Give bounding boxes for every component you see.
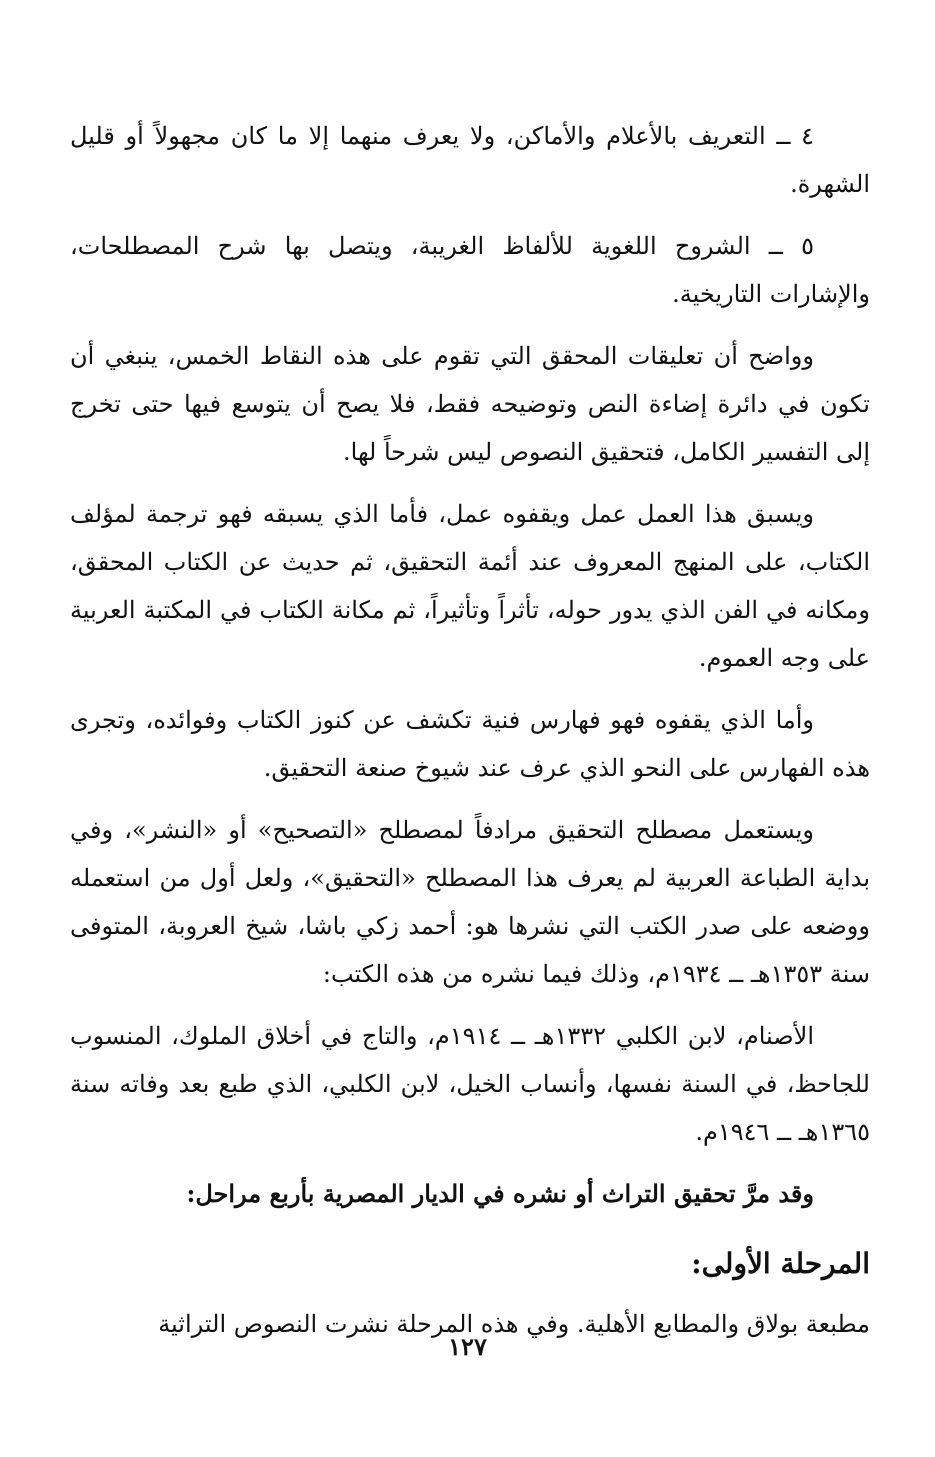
page-body [70,112,870,1362]
paragraph-preceding-work: ويسبق هذا العمل عمل ويقفوه عمل، فأما الذي يسبقه فهو ترجمة لمؤلف الكتاب، على المنهج المعروف عند أئمة التحقيق، ثم حديث عن الكتاب المحقق، ومكانه في الفن الذي يدور حوله، تأثراً وتأثيراً، ثم مكانة الكتاب في المكتبة العربية على وجه العموم. [70,500,870,672]
stages-intro: وقد مرَّ تحقيق التراث أو نشره في الديار المصرية بأربع مراحل: [186,1179,814,1208]
paragraph-item-4: ٤ ــ التعريف بالأعلام والأماكن، ولا يعرف منهما إلا ما كان مجهولاً أو قليل الشهرة. [70,122,870,198]
paragraph-first-stage: مطبعة بولاق والمطابع الأهلية. وفي هذه المرحلة نشرت النصوص التراثية [158,1310,870,1338]
paragraph-item-5: ٥ ــ الشروح اللغوية للألفاظ الغريبة، ويتصل بها شرح المصطلحات، والإشارات التاريخية. [70,232,870,308]
section-heading: المرحلة الأولى: [691,1247,870,1280]
page-number: ١٢٧ [448,1332,487,1361]
paragraph-books-list: الأصنام، لابن الكلبي ١٣٣٢هـ ــ ١٩١٤م، والتاج في أخلاق الملوك، المنسوب للجاحظ، في السنة نفسها، وأنساب الخيل، لابن الكلبي، الذي طبع بعد وفاته سنة ١٣٦٥هـ ــ ١٩٤٦م. [70,1022,870,1146]
paragraph-indexes: وأما الذي يقفوه فهو فهارس فنية تكشف عن كنوز الكتاب وفوائده، وتجرى هذه الفهارس على النحو الذي عرف عند شيوخ صنعة التحقيق. [70,706,870,782]
paragraph-annotations: وواضح أن تعليقات المحقق التي تقوم على هذه النقاط الخمس، ينبغي أن تكون في دائرة إضاءة النص وتوضيحه فقط، فلا يصح أن يتوسع فيها حتى تخرج إلى التفسير الكامل، فتحقيق النصوص ليس شرحاً لها. [70,342,870,466]
paragraph-term-usage: ويستعمل مصطلح التحقيق مرادفاً لمصطلح «التصحيح» أو «النشر»، وفي بداية الطباعة العربية لم يعرف هذا المصطلح «التحقيق»، ولعل أول من استعمله ووضعه على صدر الكتب التي نشرها هو: أحمد زكي باشا، شيخ العروبة، المتوفى سنة ١٣٥٣هـ ــ ١٩٣٤م، وذلك فيما نشره من هذه الكتب: [70,816,870,988]
